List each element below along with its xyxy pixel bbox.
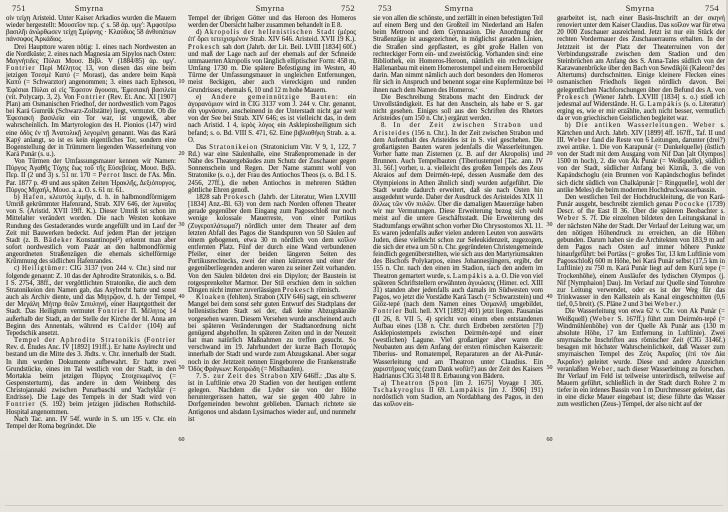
column-number-751: 751 — [12, 3, 26, 13]
paragraph: 7. S. zur Zeit des Strabon XIV 646ff.: ‚Das alte S. ist in Luftlinie etwa 20 Stadien von der heutigen entfernt gelegen. Nachdem die Lyder sie von der Höhe heruntergerissen hatten, war sie gegen 400 Jahre in Dorfgemeinden bewohnt geblieben. Darnach richtete sie Antigonos und alsdann Lysimachos wieder auf, und nunmehr ist — [188, 372, 356, 423]
spaced-emphasis-text: Fontrier — [98, 308, 128, 316]
spaced-emphasis-text: Lampákis — [647, 100, 682, 108]
line-number: 30 — [546, 222, 553, 229]
spaced-emphasis-text: Akropolis der hellenistischen Stadt — [204, 29, 336, 37]
spaced-emphasis-text: Die antiken Wasserleitungen — [575, 122, 687, 130]
spaced-emphasis-text: Weber — [592, 315, 615, 323]
spaced-emphasis-text: Pococke — [674, 201, 705, 209]
paragraph: Das Stratonikeion (Stratonicium Vitr. V 9, 1, 122, 7 Rd.) war eine Säulenhalle, eine Straßenpromenade in der Nähe des Theatergebäudes zum Schutz der Zuschauer gegen Sonnenschein und Regen. Der Name stammt wohl von Stratonike (s. o.), der Frau des Antiochos Theos (s. o. Bd. I S. 2456, 27ff.), die neben Antiochos in mehreren Städten göttliche Ehren genoß. — [188, 143, 356, 194]
text-column-754 — [557, 15, 725, 507]
line-number: 40 — [546, 293, 553, 300]
paragraph: οἷν τείχη Aristeid. Unter Kaiser Arkadios wurden die Mauern wieder hergestellt: Μουσεῖον περ. ς′ s. 58 ἀρ. υμγ′: Ἀμφοτέρω βασιλῆι ἀνώρθωσεν τείχη Σμύρνης · Κλαύδιος 58 ἀνθυπάτων πάνσοφος Ἀρκάδιος. — [6, 15, 176, 44]
spaced-emphasis-text: Lampákis — [450, 387, 485, 395]
line-number: 60 — [546, 436, 553, 443]
spaced-emphasis-text: Fontrier — [146, 337, 176, 345]
line-number: 20 — [546, 150, 553, 157]
spaced-emphasis-text: Spon — [430, 379, 449, 387]
spaced-emphasis-text: Kloaken — [196, 294, 226, 302]
paragraph: 1828 sah Prokesch (Jahrb. der Literatur, Wien LXVIII [1834] Anz.-Bl. 63) von dem nach Norden offenen Theater gerade gegenüber dem Eingang zum Pagosschloß nur noch wenige kolossale Mauerreste, von einer Portikus (Ζυγεροπλάτωμα?) nördlich unter dem Theater auf dem letzten Abfall des Pagos die Standspuren von 50 Säulen auf einem gebogenen, etwa 30 m nördlich von dem κοῖλον entfernten Platz. Fünf der durch eine Wand verbundenen Pfeiler, einer der beiden längeren Seiten des Portikusrechtecks, zwei der einen kürzeren und einer der gegenüberliegenden anderen waren zu seiner Zeit vorhanden. Von den Säulen bildeten drei ein Dipylon; der Baustein ist rotgesprenkelter Marmor. Der Stil erschien dem in solchen Dingen nicht immer zuverlässigen Prokesch römisch. — [188, 193, 356, 294]
line-number: 60 — [178, 436, 185, 443]
spaced-emphasis-text: Prokesch — [282, 286, 315, 294]
spaced-emphasis-text: Fontrier — [373, 308, 403, 316]
spaced-emphasis-text: Fontrier — [6, 401, 36, 409]
paragraph: Die Beschreibung Strabons macht den Eindruck der Unvollständigkeit. Es hat den Anschein, als habe er S. gar nicht gesehen. Einiges soll aus den Schriften des Rhetors Aristeides (um 150 n. Chr.) ergänzt werden. — [373, 93, 543, 123]
spaced-emphasis-text: Fontrier — [6, 65, 36, 73]
paragraph: Drei Haupttore waren nötig: 1. eines nach Nordwesten an die Nordküste; 2. eines nach Magnesia am Sipylos nach Osten: Μαγνήτιδες Πύλαι Μουσ. Βιβλ. V (1884/85) ἀρ. υμγ′. Fontrier Περὶ Μέλητος 13, von diesen das eine beim jetzigen Τσεσμὲ Καπύ (= Morast), das andere beim Καρὰ Καπύ (= Schwarztor) angenommen; 3. eines nach Epheson, Ἐφέσιαι Πύλαι αἱ εἰς Ἔφεσον ἄγουσαι, Ἐφεσιακὴ βασιλεία (vit. Polycarp. 3, 2). Von Fontrier (Rev. Ét. Anc. XI [1907] Plan) am Osmanischen Friedhof, der nordwestlich vom Pagos bei Kará Gumrük (Schwarz-Zollstätte) liegt, vermutet. Ob die Ἐφεσιακὴ βασιλεία ein Tor war, ist ungewiß, aber wahrscheinlich. Im Martyrologion des H. Pionios (147) wird eine ὁδὸς ἐν τῇ Ἀνατολικῇ λεγομένη genannt. Was das Kará Kapý anlangt, so ist es kein eigentliches Tor, sondern eine Bogenstellung der in Trümmern liegenden Wasserleitung von Kará Punár (s. u.). — [6, 43, 176, 158]
column-number-753: 753 — [378, 3, 392, 13]
paragraph: gearbeitet ist, nach einer Basis-Inschrift an der σκηνή renoviert unter dem Kaiser Claudius. Das κοῖλον war für etwa 20 000 Zuschauer ausreichend. Jetzt ist nur ein Stück der rechten Vordermauer des Zuschauerraums erhalten. In der Jetztzeit ist der Platz der Theaterruinen von der Verbindungsstraße zwischen dem Stadion und den Steinbrüchen am Anfang des S. Anna-Tales südlich von der Karawanenbrücke über den Bach von Sewdikjöi (Kaleon? des Altertums) durchschnitten. Einige kleinere Flecken eines osmanischen Friedhofs liegen nördlich davon. Bei gelegentlichen Nachforschungen über den Befund des A. von Prokesch (Wiener Jahrb. LXVIII [1834] s. o.) stieß ich jedesmal auf Widerstände. H. G. Lampákis (s. o. Literatur) erging es, wie er mir erzählte, auch nicht besser, vermutlich da er von griechischen Geistlichen begleitet war. — [557, 15, 725, 123]
paragraph: c) Heiligtümer: CIG 3137 (von 244 v. Chr.) sind nur folgende genannt: Z. 10 das der Aphrodite Stratonikis, s. o. Bd. I S. 2754, 38ff., der vergöttlichten Stratonike, die auch dem Stratonikeion den Namen gab, das Asylrecht hatte und sonst auch als Archiv diente, und das Μητρῷον, d. h. der Tempel, der Μεγάλη Μήτηρ θεῶν Σιπυληνή, einer Hauptgottheit der Stadt. Das Heiligtum vermutet Fontrier Π. Μέλητος 14 außerhalb der Stadt, an der Stelle der Kirche der hl. Anna am Beginn des Annentals, während es Calder (104) auf Tepedschik ansetzt. — [6, 265, 176, 337]
line-number: 50 — [546, 365, 553, 372]
running-title-left: Smyrna — [74, 3, 104, 13]
line-number: 10 — [546, 79, 553, 86]
spaced-emphasis-text: Prokesch — [223, 193, 257, 201]
line-number-gutter-left-page — [175, 0, 188, 512]
spaced-emphasis-text: Heiligtümer — [22, 265, 66, 273]
paragraph: e) Andere gemeinnützige Bauten: ein ἀγορανόμιον wird in CIG 3137 vom J. 244 v. Chr. genannt, ein γυμνάσιον, anscheinend in der Unterstadt nicht gar weit von der See bei Strab. XIV 646; es ist vielleicht das, in dem nach Aristid. I 4, ἱερὸς λόγος ein Asklepiosheiligtum sich befand; s. o. Bd. VIII S. 471, 62. Eine βιβλιοθήκη Strab. a. a. O. — [188, 93, 356, 144]
line-number: 30 — [178, 222, 185, 229]
spaced-emphasis-text: Perrot — [98, 172, 121, 180]
spaced-emphasis-text: Weber — [590, 365, 614, 373]
line-number-gutter-right-page — [543, 0, 556, 512]
spaced-emphasis-text: Weber — [654, 301, 677, 309]
paragraph: 8. In der Zeit zwischen Strabon und Aristeides (156 n. Chr.). In der Zeit zwischen Strabon und dem Aufenthalt des Aristeides ist in S. viel geschehen. Die großartigsten Bauten waren jedenfalls die Wasserleitungen. Vorher hatte man Zisternen (z. B. auf der Akropolis) und Brunnen. Auch Tempelbauten (Tiberiustempel [Tac. ann. IV 31. 56f.] vorher, u. a. vielleicht des großen Tempels des Zeus Akraios auf dem Deirmén-tepé, dessen Ausmaße dem des Olympieions in Athen ähnlich sind) wurden aufgeführt. Die Stadt wurde dadurch erweitert, daß sie nach Osten hin ausgedehnt wurde. Daher der Ausdruck des Aristeides XIX 11 ἄλλως τῶν νῦν πυλῶν. Über die damaligen Mauerzüge haben wir nur Vermutungen. Diese Erweiterung bezog sich wohl meist auf die untere Geschäftsstadt. Die Erweiterung des Stadtumfangs erwähnt schon vorher Dio Chrysostomos XL 11. Es waren jedenfalls außer vielen anderen Leuten von auswärts Juden, diese vielleicht schon zur Seleukidenzeit, zugezogen, die sich der etwa um 50 n. Chr. gegründeten Christengemeinde feindlich gegenüberstellten, wie sich aus den Martyriumsakten des Bischofs Polykarpos, eines Johannesjüngers, ergibt, der 155 n. Chr. nach den einen im Stadion, nach den andern im Theatron gemartert wurde, s. Lampákis a. a. O. Die von viel späteren Schriftstellern erwähnten ἀγυιώσεις (Himer. ecl. XIII 31) standen aber jedenfalls auch damals im Südwesten vom Pagos, wo jetzt die Vorstädte Kará Tasch (= Schwarzstein) und Giöz-tepé (nach dem Namen eines Ὀσμανλῆ umgebildet, Fontrier Bull. hell. XVI [1892] 401) jetzt liegen. Pausanias (II 26, 8. VII 5, 4) spricht von einem eben entstandenen Aufbau eines (138 n. Chr. durch Erdbeben zerstörten [?]) Asklepiostempels zwischen Deirmén-tepé und einer (westlichen) Lagune. Viel großartiger aber waren die Neubauten aus dem Anfang der ersten römischen Kaiserzeit: Tiberius- und Romatempel, Reparaturen an der Ak-Punár-Wasserleitung und am Theatron unter Claudius. Ein χαριστήριος ναός (zum Dank wofür?) aus der Zeit des Kaisers Hadrianus CIG 3148 II 8. Erbauung von Bädern. — [373, 122, 543, 380]
column-number-754: 754 — [705, 3, 719, 13]
paragraph: b) Hafen, κλειστὸς λιμήν, d. h. in halbmondförmigem Umriß gekrümmter Hafenrand, Strab. XIV 646, der λιμναῖος von S. (Aristid. XVII 19ff. K.). Dieser Umriß ist schon im Mittelalter verändert worden. Die nach Westen konkave Rundung des Gestaderandes wurde angefüllt und im Lauf der Zeit mit Bauwerken bedeckt. Auf jedem Plan der jetzigen Stadt (z. B. Bädeker Konstantinopel²) erkennt man aber sofort nordwestlich vom Pazár an den halbmondförmig angeordneten Straßenzügen die ehemals sichelförmige Krümmung des südlichen Hafenrandes. — [6, 193, 176, 266]
spaced-emphasis-text: Weber — [557, 215, 580, 223]
paragraph: Den westlichen Teil der Hochdruckleitung, die von Kará-Punár ausgeht, beschreibt ziemlich genau Pococke (1739) Descr. of the East II 36. Über die späteren Beobachter s. Weber S. 7f. Die einzelnen bildeten den Leitungskanal in der nächsten Nähe der Stadt. Der Verlauf der Leitung war, um den nötigen Höhendruck zu erreichen, an die Höhen gebunden. Darum haben sie die Architekten von 183,9 m auf dem Pagos nach Osten auf immer höhere Punkte hinaufgeführt: bei Portäss (= großes Tor, 13 km Luftlinie vom Pagosschloß) 600 m Höhe, bei Kará Punár selbst (17,5 km in Luftlinie) zu 750 m. Kará Punár liegt auf dem Kurú tepe (= Trockenhöhe), einem Ausläufer des lydischen Olympos (j. Nif [Nymphaion] Dau). Im Verlauf zur Quelle sind Tonrohre zur Leitung verwendet, oder es ist der Weg für das Trinkwasser in den Kalkstein als Kanal eingeschnitten (0,6 tief, 0,5 breit). (S. Pläne 2 und 3 bei Weber.) — [557, 193, 725, 309]
paragraph: d) Akropolis der hellenistischen Stadt (μέρος ἐπ' ὄρει τετειχισμένον Strab. XIV 646. Aristeid. XVII 19 K.). Prokesch sah dort (Jahrb. der Lit. Beil. LVIII [1834] 60f.) und maß der Lage nach auf der ehemals auf der Schneide ummauerten Akropolis von länglich elliptischer Form: 458 m, Umfang 1730 m. Die spätere Befestigung im Westen, 40 Türme der Umfassungsmauer in ungleichen Entfernungen, meist 8eckigen, aber auch viereckigen und runden Grundrisses; ehemals 6, 10 und 12 m hohe Mauern. — [188, 29, 356, 94]
spaced-emphasis-text: Weber — [693, 122, 716, 130]
spaced-emphasis-text: Theatron — [391, 379, 424, 387]
page-right — [364, 0, 728, 512]
running-title-right: Smyrna — [255, 3, 285, 13]
text-column-751 — [6, 15, 176, 507]
spaced-emphasis-text: Calder — [118, 322, 143, 330]
line-number: 20 — [178, 150, 185, 157]
paragraph: Tempel der Aphrodite Stratonikis (Fontrier Rev. d. Études Anc. IV [1892] 191ff.). Er hatte Asylrecht und bestand um die Mitte des 3. Jhdts. v. Chr. innerhalb der Stadt. In ihm wurden Dokumente aufbewahrt. Er hatte zwei Grundstücke, eines im Tal westlich von der Stadt, in den Mortakia beim jetzigen Πύργος Στοιχειωμένος (= Gespensterturm), das andere in dem Weinberg des Christojannaki zwischen Punarbaschi und Yachyklár (= Endrisse). Die Lage des Tempels in der Stadt wird von Fontrier (S. 192) beim jetzigen jüdischen Rothschild-Hospital angenommen. — [6, 337, 176, 416]
paragraph: Kloaken (fehlten). Strabon (XIV 646) sagt, ein schwerer Mangel bei dem sonst sehr guten Entwurf des Stadtplans der hellenistischen Stadt sei der, daß keine Abzugskanäle vorgesehen waren. Diesem Versehen wurde anscheinend auch bei späteren Veränderungen der Stadtanordnung nicht genügend abgeholfen. In späteren Zeiten und in der Neuzeit hat man natürlich Maßnahmen zu treffen gesucht. So verschwand im 19. Jahrhundert der kurze Bach Ποταμός innerhalb der Stadt und wurde zum Abzugskanal. Aber sogar noch in der Jetztzeit nennen Eingeborene die Frankenstraße Ὁδὸς Φράγκων: Κοπρώδη (= Misthaufen). — [188, 294, 356, 373]
spaced-emphasis-text: Bädeker — [43, 236, 73, 244]
paragraph: Die Wasserleitung von etwa 62 v. Chr. von Ak Punár (= Weißquell) (Weber S. 167ff.) führt zum Deirmén-tepé (= Windmühlenhöhe) von der Quelle Ak Punár aus (130 m absolute Höhe, 17 km Entfernung in Luftlinie). Zwei smyrnaische Inschriften aus römischer Zeit (CIG 3146f.) besagen mit höchster Wahrscheinlichkeit, daß Wasser zum smyrnaischen Tempel des Ζεὺς Ἀκραῖος (ἐπὶ τὸν Δία Ἀκραῖον) geleitet wurde. Diese und andere Anzeichen veranlaßten Weber, nach dieser Wasserleitung zu forschen. Ihr Verlauf im Feld ist teilweise unterirdisch, teilweise auf Mauern geführt, schließlich in der Stadt durch Rohre 2 m tiefer in ein irdenes Bassin von 1 m Durchmesser geleitet, das in eine dicke Mauer eingebaut ist; diese führte das Wasser zum westlichen (Zeus-) Tempel, der also nicht auf der — [557, 308, 725, 409]
spaced-emphasis-text: S. zur Zeit des Strabon — [203, 372, 288, 380]
running-title-left: Smyrna — [444, 3, 474, 13]
spaced-emphasis-text: Fontrier — [76, 93, 106, 101]
running-title-right: Smyrna — [625, 3, 655, 13]
paragraph: Von Türmen der Umfassungsmauer kennen wir Namen: Πύργος Ἀγαθῆς Τύχης ἕως τοῦ τῆς Εὐσεβείας, Μουσ. Βιβλ. Περ. II (2 und 3) s. 51 nr. 170 = Perrot Inscr. de l'As. Min. Par. 1877 p. 49 und aus späten Zeiten Ἡρακλῆς, Δεξιόπυργος, Πύργος Μιχαήλ, Μουσ. a. a. O. s. 61 nr. 61. — [6, 158, 176, 194]
spaced-emphasis-text: Andere gemeinnützige Bauten — [211, 93, 336, 101]
text-column-753 — [373, 15, 543, 507]
paragraph: Tempel der übrigen Götter und das Heroon des Homeros werden der Übersicht halber zusammen behandelt in E 8. — [188, 15, 356, 30]
column-number-752: 752 — [341, 3, 355, 13]
paragraph: sie von allen die schönste, und zerfällt in einen befestigten Teil auf einem Berg und den Großteil im Niederland am Hafen beim Metroon und dem Gymnasion. Die Anordnung der Straßenzüge ist ausgezeichnet, in möglichst geraden Linien, die Straßen sind gepflastert, es gibt große Hallen von rechteckiger Form ein- und zweistöckig. Vorhanden sind: eine Bibliothek, ein Homeros-Heroon, nämlich ein rechteckiger Hallenanbau mit einem Homerostempel und einem Heroenbild darin. Man nimmt nämlich auch dort besonders den Homeros für sich in Anspruch und benennt sogar eine Kupfermünze bei ihnen nach dem Namen des Homeros.‘ — [373, 15, 543, 94]
text-column-752 — [188, 15, 356, 507]
spaced-emphasis-text: Weber — [567, 136, 590, 144]
paragraph: Nach Tac. ann. IV 54f. wurde in S. um 195 v. Chr. ein Tempel der Roma begründet. Die — [6, 415, 176, 430]
line-number: 40 — [178, 293, 185, 300]
spaced-emphasis-text: Hafen — [22, 193, 45, 201]
spaced-emphasis-text: Lampákis — [452, 272, 488, 280]
line-number: 50 — [178, 365, 185, 372]
spaced-emphasis-text: Prokesch — [188, 43, 221, 51]
paragraph: b) Die antiken Wasserleitungen. Weber s. Kärtchen und Arch. Jahrb. XIV [1899] 4ff. 167ff., Taf. II und III. Weber fand die Reste von 6 Leitungen, darunter (drei?) zwei antike. 1. Die von Karapunár (= Dunkelquelle) (östlich von der Stadt mit dem Ausgang vom Nif Dan [alt Olympos] 1500 m hoch), 2. die von Ak Punár (= Weißquelle), südlich von der Stadt, südlicher Anfang bei Kizník, 3. die von Kapándschoglu (ein Brunnen von Kapándschoglus befindet sich dicht südlich von Chalkápunár [= Ringquelle], wohl der antike Meles) die beim modernen Hochdruckwasserbassin. — [557, 122, 725, 194]
spaced-emphasis-text: Stratonikeion — [209, 143, 259, 151]
paragraph: a) Theatron (Spon [im J. 1675] Voyage I 305. Tschakyroglus II 69. Lampákis [im J. 1906] 191) nordöstlich vom Stadion, am Nordabhang des Pagos, in den das κοῖλον ein- — [373, 379, 543, 409]
spaced-emphasis-text: Tempel der Aphrodite Stratonikis — [14, 337, 141, 345]
scan-artifact-bottom-line — [5, 505, 723, 506]
spaced-emphasis-text: In der Zeit zwischen Strabon und Aristeides — [373, 122, 543, 137]
line-number: 10 — [178, 79, 185, 86]
spaced-emphasis-text: Prokesch — [557, 93, 590, 101]
spaced-emphasis-text: Tschakyroglus — [373, 387, 425, 395]
